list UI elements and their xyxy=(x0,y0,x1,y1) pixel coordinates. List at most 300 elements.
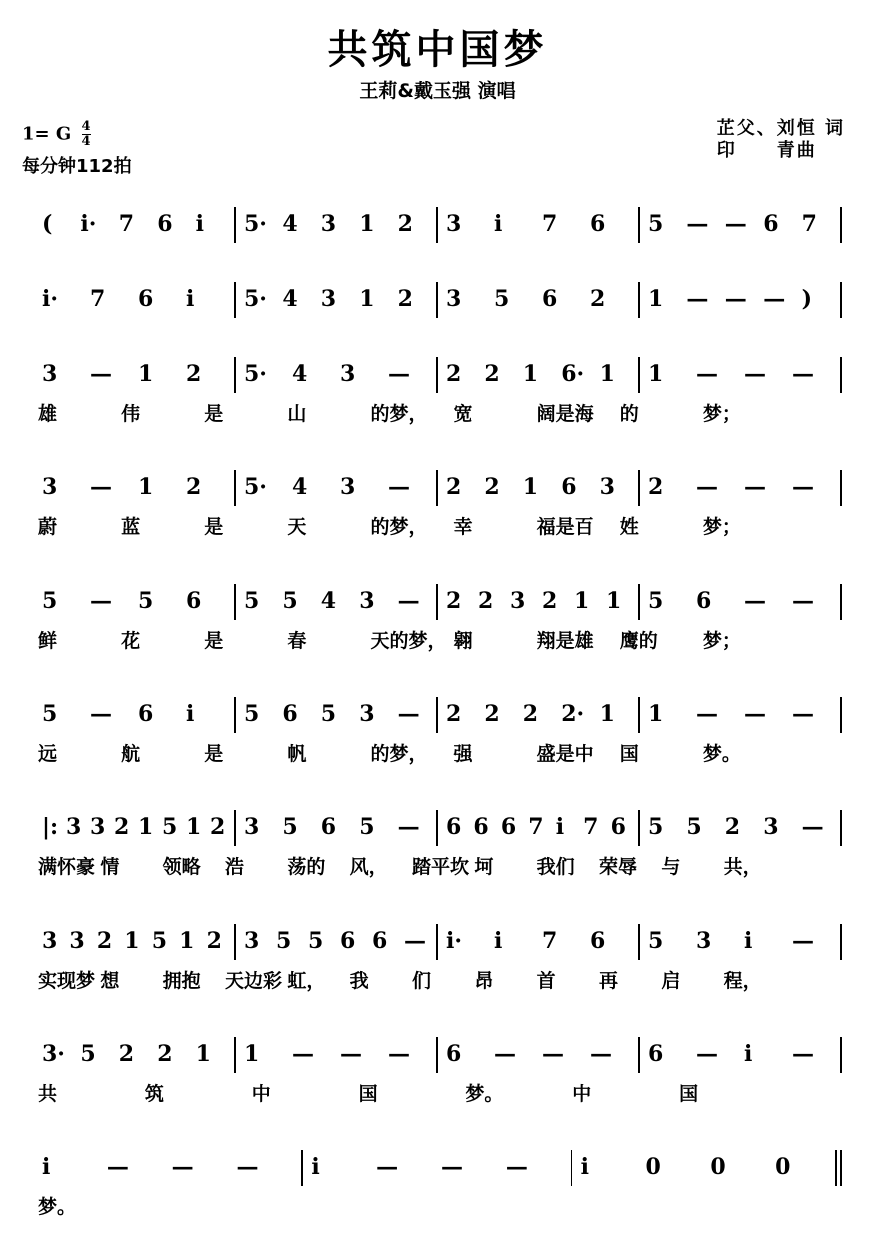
note: 5 xyxy=(308,928,324,954)
lyric-syllable: 满怀豪 xyxy=(38,856,96,878)
lyric-syllable: 鹰的 xyxy=(619,630,658,652)
bar-line xyxy=(638,282,640,318)
lyric-syllable: 翔是雄 xyxy=(536,630,594,652)
notation-line xyxy=(0,695,875,735)
note: — xyxy=(376,1154,399,1180)
lyric-syllable: 春 xyxy=(287,630,307,652)
lyric-syllable: 国 xyxy=(358,1083,378,1105)
note: |: xyxy=(42,814,59,840)
note: 1 xyxy=(606,588,622,614)
note: 1 xyxy=(186,814,202,840)
note: 2 xyxy=(484,474,500,500)
lyric-syllable: 阔是海 xyxy=(536,403,594,425)
note: 5 xyxy=(686,814,702,840)
note: 2 xyxy=(446,588,462,614)
bar-line xyxy=(436,357,438,393)
notation-line xyxy=(0,1035,875,1075)
note: 3 xyxy=(42,928,58,954)
note: 5 xyxy=(244,701,260,727)
note: 2 xyxy=(478,588,494,614)
note: 2 xyxy=(446,474,462,500)
note: 3 xyxy=(359,701,375,727)
lyric-syllable: 是 xyxy=(204,630,224,652)
lyric-line xyxy=(0,1192,875,1222)
note: — xyxy=(763,286,786,312)
lyric-syllable: 梦。 xyxy=(465,1083,504,1105)
bar-line xyxy=(840,1150,842,1186)
song-title: 共筑中国梦 xyxy=(327,26,548,73)
lyric-syllable: 启 xyxy=(661,970,681,992)
note: 2 xyxy=(542,588,558,614)
note: 5 xyxy=(276,928,292,954)
note: — xyxy=(696,1041,718,1067)
note: i xyxy=(186,701,195,727)
note: 7 xyxy=(528,814,544,840)
note: — xyxy=(744,588,766,614)
note: 6 xyxy=(138,286,154,312)
note: — xyxy=(792,474,814,500)
bar-line xyxy=(234,1037,236,1073)
note: 3 xyxy=(244,814,260,840)
note: 6 xyxy=(561,474,577,500)
lyric-syllable: 梦。 xyxy=(38,1196,77,1218)
note: — xyxy=(397,814,420,840)
lyric-syllable: 是 xyxy=(204,516,224,538)
note: i· xyxy=(42,286,59,312)
note: 4 xyxy=(282,211,298,237)
note: 3 xyxy=(42,474,58,500)
note: 5 xyxy=(138,588,154,614)
note: 4 xyxy=(292,474,308,500)
note: — xyxy=(494,1041,516,1067)
note: i· xyxy=(446,928,463,954)
lyric-syllable: 的梦， xyxy=(370,403,428,425)
note: 0 xyxy=(710,1154,726,1180)
lyric-syllable: 梦； xyxy=(702,403,741,425)
lyric-syllable: 航 xyxy=(121,743,141,765)
bar-line xyxy=(840,697,842,733)
lyric-syllable: 实现梦 xyxy=(38,970,96,992)
lyric-syllable: 与 xyxy=(661,856,681,878)
note: 3 xyxy=(90,814,106,840)
lyric-syllable: 花 xyxy=(121,630,141,652)
lyric-syllable: 伟 xyxy=(121,403,141,425)
lyric-line xyxy=(0,852,875,882)
note: 4 xyxy=(320,588,337,614)
note: — xyxy=(90,474,112,500)
note: 2 xyxy=(522,701,539,727)
note: — xyxy=(106,1154,129,1180)
note: 6 xyxy=(648,1041,664,1067)
note: 5 xyxy=(648,588,664,614)
bar-line xyxy=(234,357,236,393)
note: 2 xyxy=(210,814,226,840)
note: — xyxy=(388,1041,410,1067)
note: i xyxy=(555,814,565,840)
bar-line xyxy=(234,282,236,318)
note: 2 xyxy=(157,1041,173,1067)
note: 3 xyxy=(510,588,526,614)
notation-line xyxy=(0,205,875,245)
note: 3 xyxy=(320,286,337,312)
note: 2 xyxy=(118,1041,135,1067)
bar-line xyxy=(638,924,640,960)
note: 2 xyxy=(446,361,462,387)
note: 2 xyxy=(724,814,741,840)
note: 2 xyxy=(484,361,500,387)
notation-line xyxy=(0,582,875,622)
note: 3 xyxy=(359,588,375,614)
lyric-syllable: 共， xyxy=(723,856,762,878)
note: — xyxy=(404,928,426,954)
note: 3 xyxy=(42,361,58,387)
bar-line xyxy=(840,470,842,506)
note: — xyxy=(388,474,410,500)
note: 1 xyxy=(648,701,664,727)
note: 1 xyxy=(599,361,615,387)
note: 5· xyxy=(244,211,267,237)
lyric-syllable: 我 xyxy=(349,970,369,992)
lyric-syllable: 是 xyxy=(204,743,224,765)
note: — xyxy=(792,701,814,727)
lyric-syllable: 筑 xyxy=(144,1083,164,1105)
note: 6 xyxy=(340,928,356,954)
note: i xyxy=(744,928,753,954)
bar-line xyxy=(840,924,842,960)
note: — xyxy=(696,474,718,500)
note: 5 xyxy=(151,928,168,954)
note: 1 xyxy=(574,588,590,614)
note: 3 xyxy=(320,211,337,237)
note: ) xyxy=(801,286,813,312)
lyric-syllable: 昂 xyxy=(474,970,494,992)
note: 2 xyxy=(114,814,130,840)
note: i xyxy=(744,1041,753,1067)
note: 4 xyxy=(292,361,308,387)
lyric-syllable: 浩 xyxy=(225,856,245,878)
time-sig-bottom: 4 xyxy=(81,134,91,149)
lyric-line xyxy=(0,966,875,996)
lyricist-credit: 芷父、刘恒 词 xyxy=(716,118,845,139)
note: 6 xyxy=(372,928,388,954)
lyric-syllable: 强 xyxy=(453,743,473,765)
lyric-syllable: 盛是中 xyxy=(536,743,594,765)
lyric-line xyxy=(0,626,875,656)
bar-line xyxy=(638,1037,640,1073)
lyric-syllable: 再 xyxy=(599,970,619,992)
bar-line xyxy=(840,810,842,846)
note: — xyxy=(724,286,747,312)
note: 6 xyxy=(696,588,712,614)
note: — xyxy=(724,211,747,237)
lyric-syllable: 宽 xyxy=(453,403,473,425)
note: 7 xyxy=(583,814,599,840)
note: — xyxy=(590,1041,612,1067)
note: 7 xyxy=(118,211,135,237)
note: 6 xyxy=(610,814,626,840)
lyric-syllable: 天边彩 xyxy=(225,970,283,992)
note: 3 xyxy=(66,814,82,840)
note: 1 xyxy=(138,474,154,500)
bar-line xyxy=(234,924,236,960)
bar-line xyxy=(436,282,438,318)
note: 1 xyxy=(522,474,539,500)
note: 5 xyxy=(162,814,178,840)
lyric-syllable: 梦； xyxy=(702,630,741,652)
lyric-syllable: 虹， xyxy=(287,970,326,992)
bar-line xyxy=(638,810,640,846)
bar-line xyxy=(234,470,236,506)
note: 1 xyxy=(599,701,615,727)
note: i xyxy=(494,211,503,237)
lyric-syllable: 的梦， xyxy=(370,516,428,538)
note: 1 xyxy=(179,928,195,954)
note: i xyxy=(311,1154,320,1180)
note: 6 xyxy=(590,928,606,954)
bar-line xyxy=(234,207,236,243)
lyric-syllable: 首 xyxy=(536,970,556,992)
lyric-syllable: 共 xyxy=(38,1083,58,1105)
note: 7 xyxy=(801,211,817,237)
bar-line xyxy=(234,584,236,620)
lyric-syllable: 中 xyxy=(251,1083,271,1105)
note: 5 xyxy=(648,814,664,840)
lyric-syllable: 梦。 xyxy=(702,743,741,765)
note: — xyxy=(696,361,718,387)
singer-credit: 王莉&戴玉强 演唱 xyxy=(359,80,516,102)
note: — xyxy=(744,701,766,727)
lyric-line xyxy=(0,739,875,769)
note: 6 xyxy=(282,701,298,727)
note: 2 xyxy=(484,701,500,727)
note: 6 xyxy=(763,211,779,237)
note: 1 xyxy=(359,211,375,237)
note: ( xyxy=(42,211,53,237)
note: 2 xyxy=(397,286,413,312)
note: — xyxy=(292,1041,314,1067)
note: — xyxy=(505,1154,528,1180)
lyric-syllable: 福是百 xyxy=(536,516,594,538)
note: — xyxy=(686,211,709,237)
note: — xyxy=(792,361,814,387)
note: 3 xyxy=(340,361,356,387)
note: 7 xyxy=(90,286,106,312)
note: 7 xyxy=(542,211,558,237)
lyric-syllable: 领略 xyxy=(162,856,201,878)
note: 3 xyxy=(69,928,85,954)
lyric-syllable: 雄 xyxy=(38,403,58,425)
bar-line xyxy=(638,470,640,506)
bar-line xyxy=(638,207,640,243)
lyric-syllable: 中 xyxy=(572,1083,592,1105)
note: 5 xyxy=(80,1041,96,1067)
note: — xyxy=(388,361,410,387)
note: 5 xyxy=(282,814,298,840)
note: — xyxy=(792,1041,814,1067)
note: 1 xyxy=(648,361,664,387)
note: 2 xyxy=(590,286,606,312)
note: 2 xyxy=(648,474,664,500)
note: 2· xyxy=(561,701,585,727)
note: 1 xyxy=(244,1041,260,1067)
bar-line xyxy=(436,207,438,243)
note: — xyxy=(542,1041,564,1067)
lyric-syllable: 情 xyxy=(100,856,120,878)
note: — xyxy=(397,588,420,614)
note: 5· xyxy=(244,474,267,500)
bar-line xyxy=(840,1037,842,1073)
note: 3 xyxy=(244,928,260,954)
note: 4 xyxy=(282,286,298,312)
bar-line xyxy=(436,810,438,846)
note: 5 xyxy=(320,701,337,727)
note: 3· xyxy=(42,1041,65,1067)
note: — xyxy=(171,1154,194,1180)
note: 5 xyxy=(648,928,664,954)
note: i xyxy=(42,1154,51,1180)
lyric-syllable: 程， xyxy=(723,970,762,992)
notation-line xyxy=(0,1148,875,1188)
note: 5 xyxy=(42,588,58,614)
note: 6 xyxy=(157,211,173,237)
lyric-syllable: 蓝 xyxy=(121,516,141,538)
note: 2 xyxy=(96,928,113,954)
bar-line xyxy=(840,207,842,243)
note: — xyxy=(397,701,420,727)
lyric-syllable: 天 xyxy=(287,516,307,538)
note: 1 xyxy=(648,286,664,312)
lyric-syllable: 鲜 xyxy=(38,630,58,652)
note: 2 xyxy=(206,928,222,954)
note: 7 xyxy=(542,928,558,954)
bar-line xyxy=(436,1037,438,1073)
note: — xyxy=(236,1154,259,1180)
note: 5 xyxy=(648,211,664,237)
bar-line xyxy=(638,697,640,733)
note: 6 xyxy=(186,588,202,614)
bar-line xyxy=(436,924,438,960)
note: 1 xyxy=(124,928,140,954)
note: 1 xyxy=(138,361,154,387)
notation-line xyxy=(0,355,875,395)
note: 5 xyxy=(359,814,375,840)
bar-line xyxy=(436,470,438,506)
note: 6 xyxy=(500,814,517,840)
note: — xyxy=(801,814,824,840)
note: 2 xyxy=(397,211,413,237)
notation-line xyxy=(0,468,875,508)
lyric-syllable: 国 xyxy=(679,1083,699,1105)
composer-credit: 印 青曲 xyxy=(716,140,817,161)
lyric-syllable: 幸 xyxy=(453,516,473,538)
note: 3 xyxy=(696,928,712,954)
note: 6 xyxy=(473,814,489,840)
lyric-syllable: 的梦， xyxy=(370,743,428,765)
note: 6 xyxy=(446,814,462,840)
note: i xyxy=(580,1154,590,1180)
bar-line xyxy=(301,1150,303,1186)
note: — xyxy=(744,474,766,500)
lyric-syllable: 我们 xyxy=(536,856,575,878)
note: 1 xyxy=(195,1041,211,1067)
bar-line xyxy=(840,357,842,393)
lyric-syllable: 梦； xyxy=(702,516,741,538)
note: — xyxy=(686,286,709,312)
note: 3 xyxy=(446,286,462,312)
notation-line xyxy=(0,280,875,320)
key-label: 1= G xyxy=(22,123,72,145)
lyric-syllable: 翱 xyxy=(453,630,473,652)
bar-line xyxy=(571,1150,573,1186)
note: — xyxy=(792,588,814,614)
note: — xyxy=(744,361,766,387)
bar-line xyxy=(638,584,640,620)
lyric-syllable: 是 xyxy=(204,403,224,425)
lyric-syllable: 想 xyxy=(100,970,120,992)
note: 5 xyxy=(244,588,260,614)
note: 0 xyxy=(775,1154,791,1180)
note: 6 xyxy=(542,286,558,312)
bar-line xyxy=(436,697,438,733)
note: — xyxy=(441,1154,463,1180)
note: 3 xyxy=(446,211,462,237)
lyric-syllable: 远 xyxy=(38,743,58,765)
note: i xyxy=(186,286,195,312)
note: 1 xyxy=(138,814,154,840)
note: 2 xyxy=(186,474,202,500)
lyric-line xyxy=(0,512,875,542)
lyric-syllable: 蔚 xyxy=(38,516,58,538)
lyric-line xyxy=(0,1079,875,1109)
note: 0 xyxy=(645,1154,661,1180)
bar-line xyxy=(234,810,236,846)
credits xyxy=(717,118,845,162)
note: i xyxy=(494,928,503,954)
note: 2 xyxy=(446,701,462,727)
note: 6 xyxy=(590,211,606,237)
note: i xyxy=(195,211,204,237)
note: — xyxy=(90,701,112,727)
note: — xyxy=(792,928,814,954)
note: — xyxy=(340,1041,362,1067)
lyric-syllable: 拥抱 xyxy=(162,970,201,992)
note: i· xyxy=(80,211,97,237)
note: 3 xyxy=(340,474,356,500)
notation-line xyxy=(0,808,875,848)
key-signature xyxy=(22,120,91,149)
lyric-syllable: 山 xyxy=(287,403,307,425)
note: — xyxy=(90,588,112,614)
bar-line xyxy=(436,584,438,620)
note: — xyxy=(696,701,718,727)
note: 5· xyxy=(244,361,267,387)
note: 5 xyxy=(494,286,510,312)
lyric-syllable: 风， xyxy=(349,856,388,878)
note: 3 xyxy=(599,474,615,500)
notation-line xyxy=(0,922,875,962)
tempo-marking: 每分钟112拍 xyxy=(22,156,132,177)
lyric-syllable: 坷 xyxy=(474,856,494,878)
lyric-syllable: 们 xyxy=(412,970,432,992)
note: — xyxy=(90,361,112,387)
lyric-syllable: 荡的 xyxy=(287,856,326,878)
time-signature xyxy=(82,120,91,149)
note: 6· xyxy=(561,361,585,387)
lyric-syllable: 天的梦， xyxy=(370,630,447,652)
note: 5 xyxy=(282,588,298,614)
lyric-syllable: 帆 xyxy=(287,743,307,765)
bar-line xyxy=(234,697,236,733)
